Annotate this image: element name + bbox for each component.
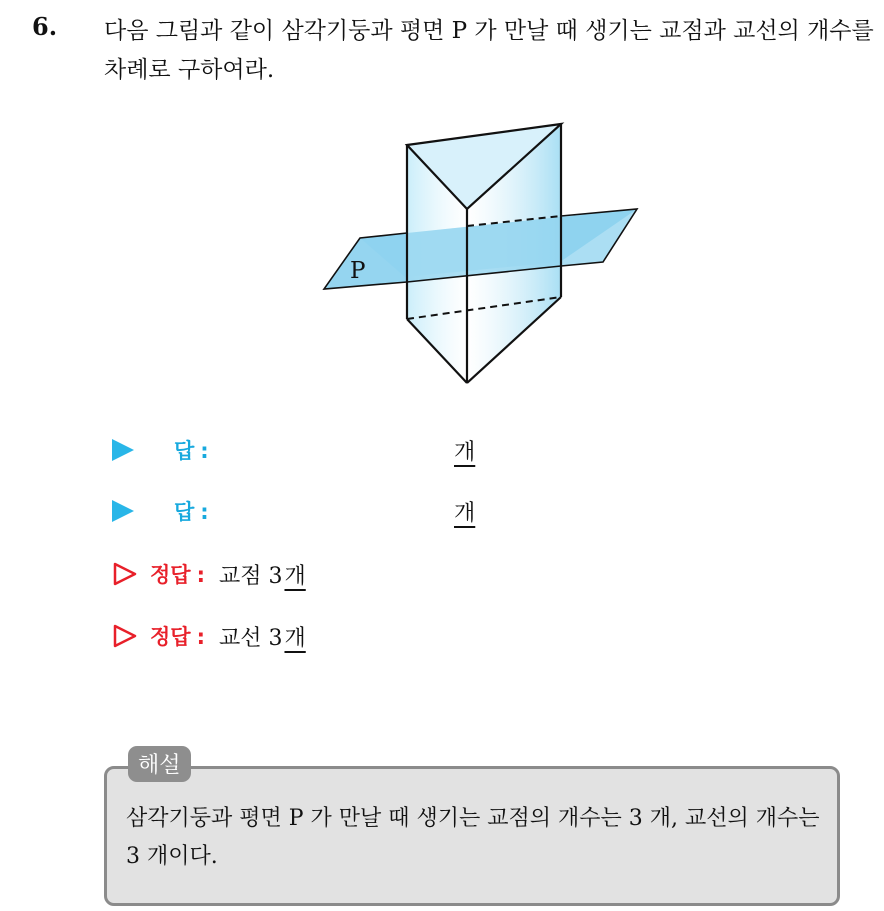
answer-label: 답 : [174, 439, 209, 463]
answer-unit: 개 [454, 500, 476, 526]
answer-row-2 [112, 493, 476, 529]
correct-unit: 개 [284, 563, 306, 589]
correct-label: 정답 : [150, 625, 205, 649]
question-text: 다음 그림과 같이 삼각기둥과 평면 P 가 만날 때 생기는 교점과 교선의 개수를 차례로 구하여라. [104, 18, 874, 83]
prism-plane-figure [310, 112, 650, 392]
question-number: 6. [32, 12, 58, 41]
correct-row-1 [112, 556, 306, 592]
answer-row-1 [112, 432, 476, 468]
outline-triangle-icon [112, 561, 138, 587]
answer-label: 답 : [174, 500, 209, 524]
correct-unit: 개 [284, 625, 306, 651]
correct-row-2 [112, 618, 306, 654]
play-triangle-icon [112, 500, 134, 522]
correct-label: 정답 : [150, 563, 205, 587]
outline-triangle-icon [112, 623, 138, 649]
play-triangle-icon [112, 439, 134, 461]
correct-value: 교점 3 [218, 563, 283, 589]
answer-unit: 개 [454, 439, 476, 465]
plane-front [324, 233, 407, 289]
plane-label: P [350, 258, 366, 284]
correct-value: 교선 3 [218, 625, 283, 651]
explanation-tag: 해설 [128, 746, 191, 782]
explanation-text: 삼각기둥과 평면 P 가 만날 때 생기는 교점의 개수는 3 개, 교선의 개수는 3 개이다. [126, 806, 820, 869]
